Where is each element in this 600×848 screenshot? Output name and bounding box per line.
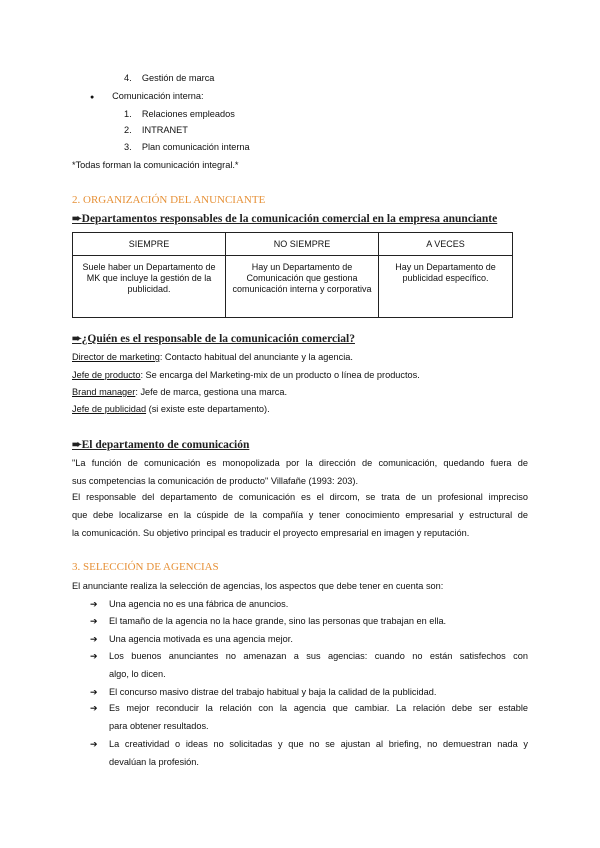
- bullet-icon: ●: [90, 94, 95, 101]
- arrow-icon: ➔: [90, 599, 98, 609]
- arrow-icon: ➔: [90, 687, 98, 697]
- departments-table: [72, 232, 513, 318]
- list-item: [124, 108, 235, 120]
- list-label: Gestión de marca: [141, 73, 215, 83]
- section-heading: ➨¿Quién es el responsable de la comunicación comercial?: [72, 333, 355, 345]
- paragraph-line: que debe localizarse en la cúspide de la compañía y tener conocimiento empresarial y estructural de: [72, 510, 528, 520]
- list-item: [124, 72, 214, 84]
- table-cell: Hay un Departamento de Comunicación que gestiona comunicación interna y corporativa: [226, 256, 379, 318]
- table-header: NO SIEMPRE: [226, 233, 379, 256]
- list-item-text: algo, lo dicen.: [109, 669, 166, 679]
- bullet-item: [90, 90, 204, 104]
- list-item-text: El tamaño de la agencia no la hace grande, sino las personas que trabajan en ella.: [109, 616, 447, 626]
- role-name: Brand manager: [72, 387, 136, 397]
- list-item-text: devalúan la profesión.: [109, 757, 199, 767]
- list-item-text: Una agencia motivada es una agencia mejor.: [109, 634, 293, 644]
- arrow-icon: ➔: [90, 634, 98, 644]
- bullet-label: Comunicación interna:: [112, 91, 204, 101]
- table-cell: Suele haber un Departamento de MK que incluye la gestión de la publicidad.: [73, 256, 226, 318]
- list-item: [124, 124, 188, 136]
- role-desc: : Contacto habitual del anunciante y la agencia.: [159, 352, 353, 362]
- section-title: 2. ORGANIZACIÓN DEL ANUNCIANTE: [72, 194, 266, 206]
- list-number: 4.: [124, 73, 132, 83]
- note-text: *Todas forman la comunicación integral.*: [72, 160, 239, 170]
- list-item-text: para obtener resultados.: [109, 721, 209, 731]
- paragraph-line: "La función de comunicación es monopolizada por la dirección de comunicación, quedando fuera de: [72, 458, 528, 468]
- role-name: Director de marketing: [72, 352, 160, 362]
- arrow-icon: ➔: [90, 651, 98, 661]
- paragraph-line: la comunicación. Su objetivo principal es traducir el proyecto empresarial en imagen y reputación.: [72, 528, 470, 538]
- arrow-icon: ➔: [90, 739, 98, 749]
- list-label: Relaciones empleados: [141, 109, 235, 119]
- section-title: 3. SELECCIÓN DE AGENCIAS: [72, 561, 219, 573]
- list-item-text: Los buenos anunciantes no amenazan a sus agencias: cuando no están satisfechos con: [109, 651, 528, 661]
- role-line: [72, 369, 420, 381]
- table-header: A VECES: [379, 233, 513, 256]
- list-number: 1.: [124, 109, 132, 119]
- role-desc: : Jefe de marca, gestiona una marca.: [135, 387, 288, 397]
- table-cell: Hay un Departamento de publicidad específico.: [379, 256, 513, 318]
- paragraph-line: sus competencias la comunicación de producto" Villafañe (1993: 203).: [72, 476, 359, 486]
- role-line: [72, 403, 270, 415]
- list-item-text: Es mejor reconducir la relación con la agencia que cambiar. La relación debe ser estable: [109, 703, 528, 713]
- list-number: 2.: [124, 125, 132, 135]
- table-header: SIEMPRE: [73, 233, 226, 256]
- role-line: [72, 351, 353, 363]
- section-heading: ➨Departamentos responsables de la comunicación comercial en la empresa anunciante: [72, 213, 498, 225]
- arrow-icon: ➔: [90, 616, 98, 626]
- paragraph-line: El responsable del departamento de comunicación es el dircom, se trata de un profesional impreciso: [72, 492, 528, 502]
- section-heading: ➨El departamento de comunicación: [72, 439, 250, 451]
- list-label: INTRANET: [141, 125, 188, 135]
- list-item-text: El concurso masivo distrae del trabajo habitual y baja la calidad de la publicidad.: [109, 687, 437, 697]
- role-desc: (si existe este departamento).: [146, 404, 270, 414]
- arrow-icon: ➔: [90, 703, 98, 713]
- role-line: [72, 386, 287, 398]
- list-item-text: Una agencia no es una fábrica de anuncios.: [109, 599, 289, 609]
- list-number: 3.: [124, 142, 132, 152]
- role-desc: : Se encarga del Marketing-mix de un producto o línea de productos.: [140, 370, 420, 380]
- role-name: Jefe de publicidad: [72, 404, 147, 414]
- list-item: [124, 141, 250, 153]
- list-label: Plan comunicación interna: [141, 142, 250, 152]
- list-item-text: La creatividad o ideas no solicitadas y que no se ajustan al briefing, no demuestran nada y: [109, 739, 528, 749]
- role-name: Jefe de producto: [72, 370, 141, 380]
- intro-text: El anunciante realiza la selección de agencias, los aspectos que debe tener en cuenta son:: [72, 581, 444, 591]
